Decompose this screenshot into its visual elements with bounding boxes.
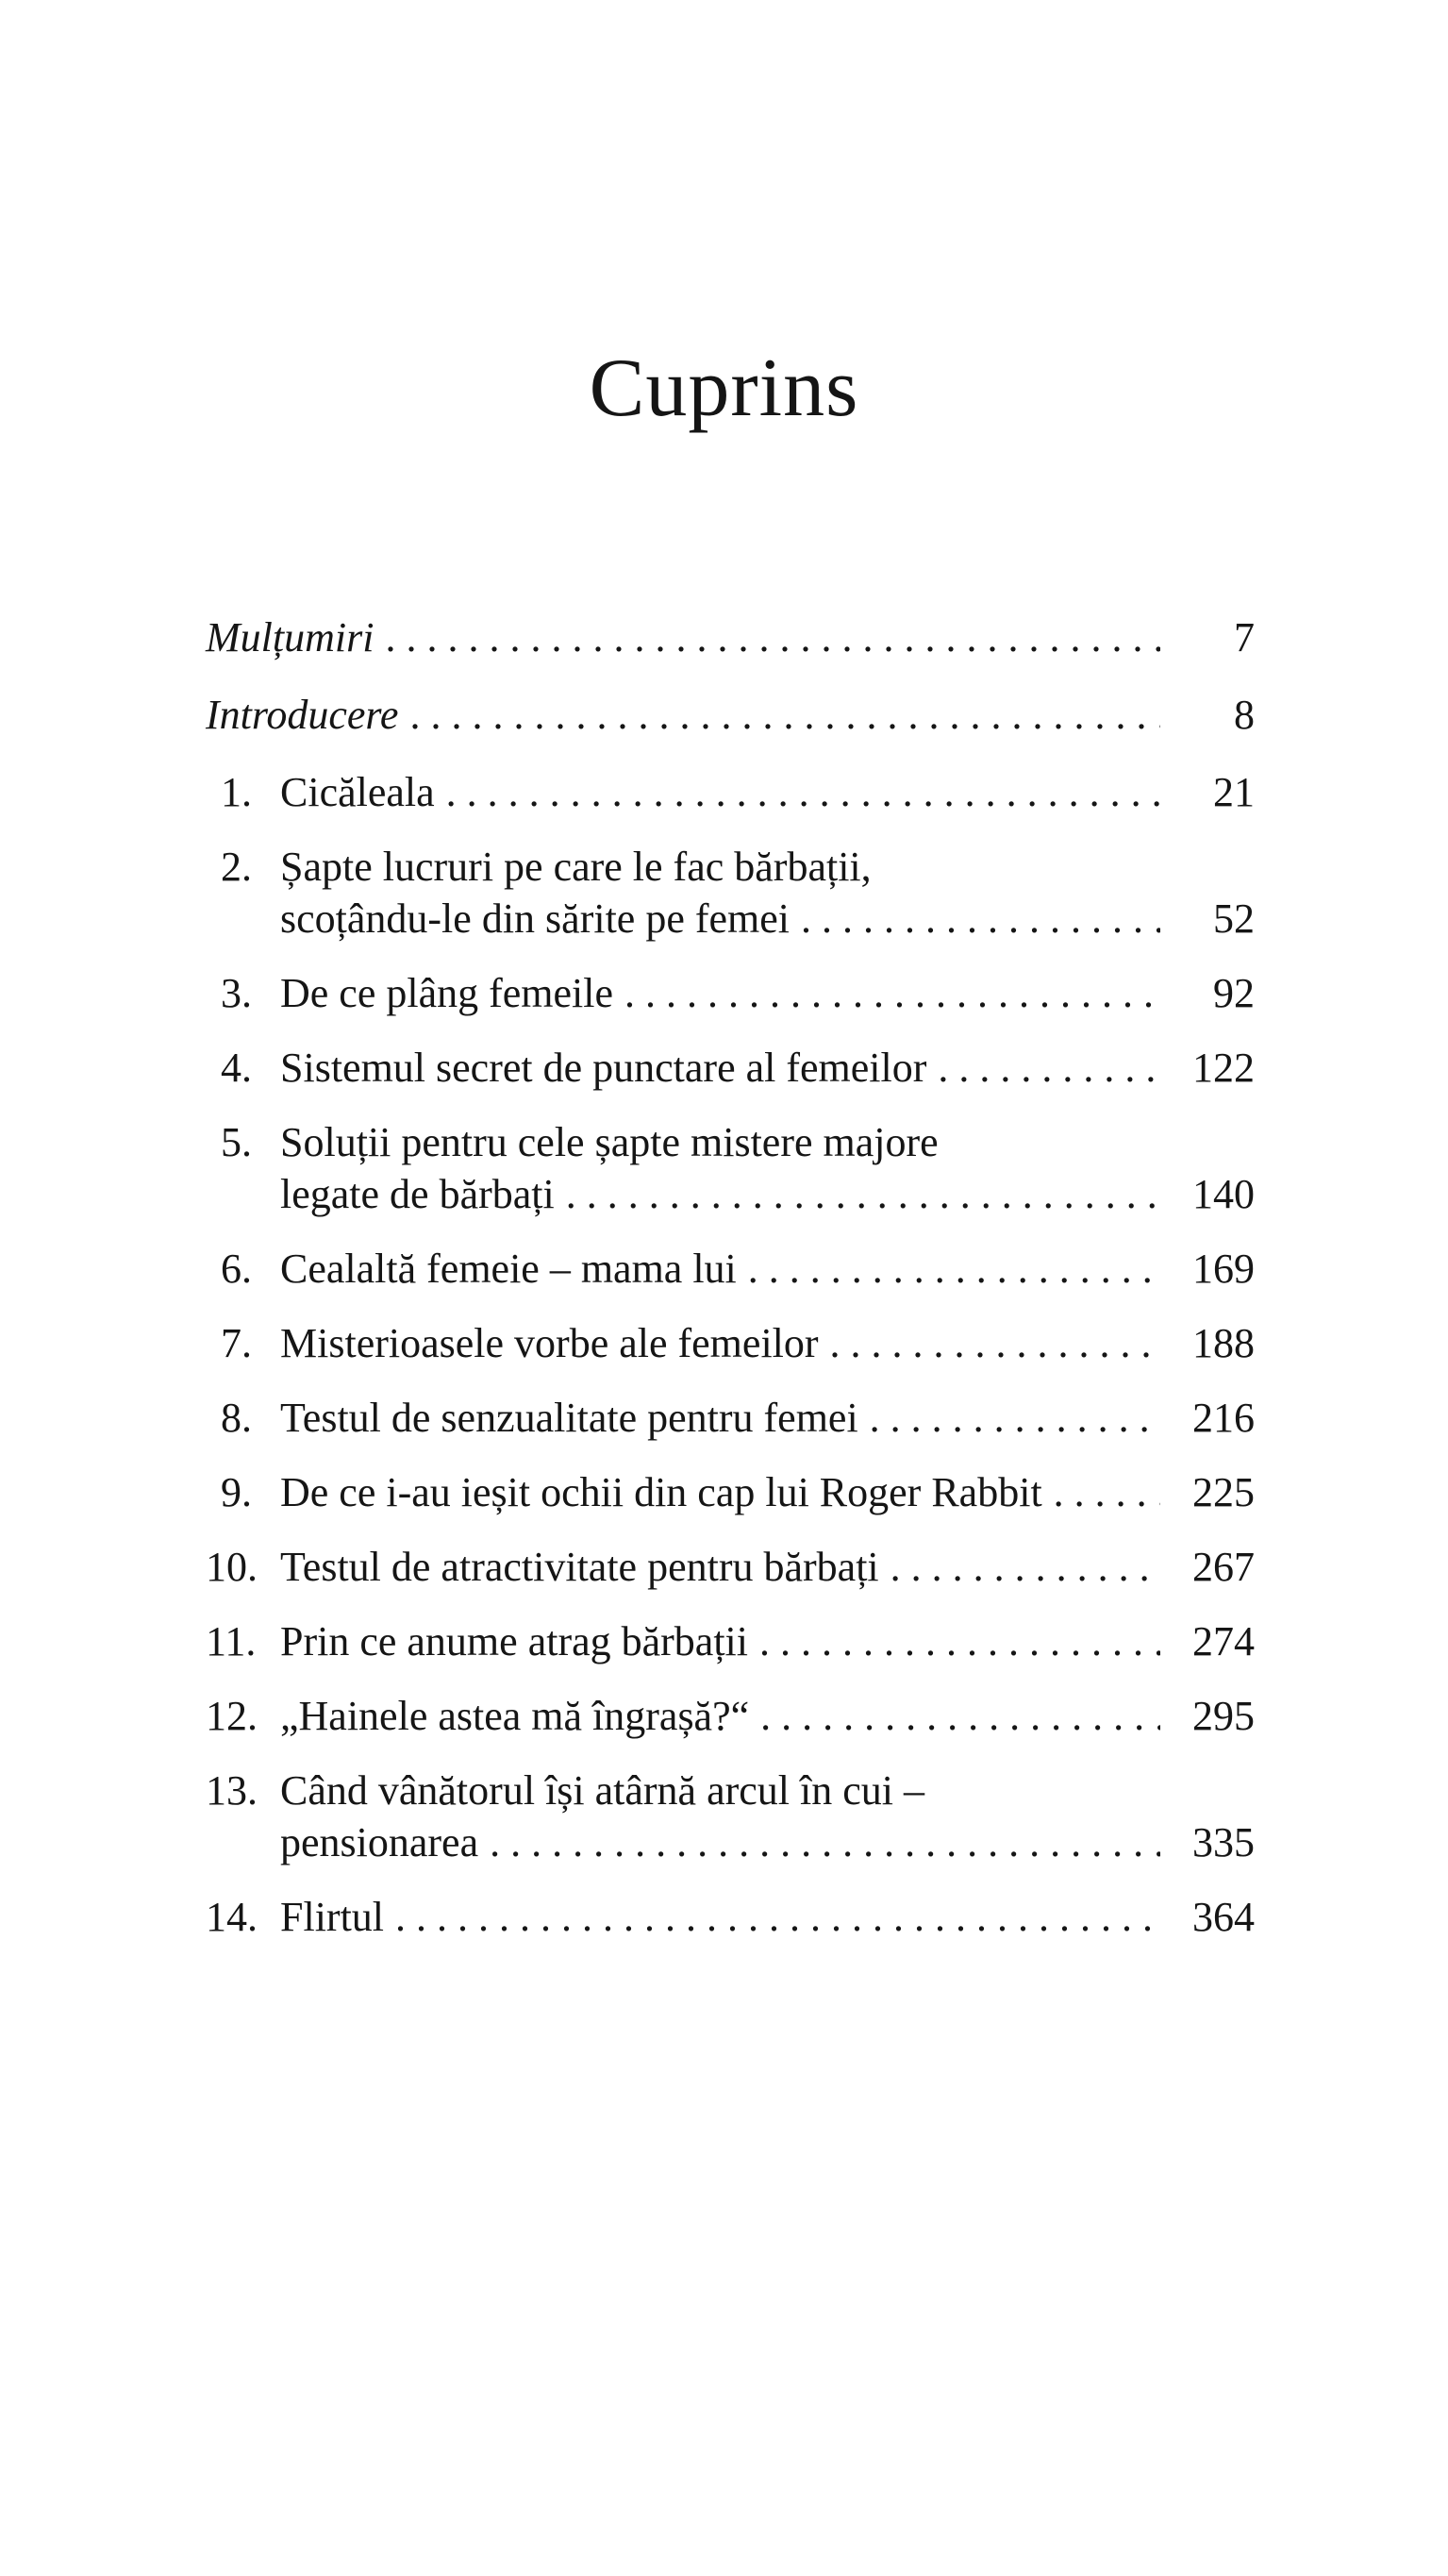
page-number: 7 [1234,614,1255,661]
page-number: 267 [1192,1544,1255,1590]
chapter-text: Flirtul [280,1894,385,1940]
chapter-number: 1. [221,769,252,815]
page-number: 364 [1192,1894,1255,1940]
front-matter-row [206,611,1255,663]
chapter-entry [206,1541,1255,1593]
page-number: 335 [1192,1819,1255,1865]
chapter-line [206,1466,1255,1518]
dot-leader [890,1541,1160,1593]
dot-leader [566,1168,1160,1220]
chapter-entry [206,1466,1255,1518]
chapter-line [206,1243,1255,1295]
chapter-entry [206,1690,1255,1742]
chapter-text: Prin ce anume atrag bărbații [280,1618,749,1664]
chapter-number: 14. [206,1894,258,1940]
chapter-entry [206,766,1255,818]
page-number: 295 [1192,1693,1255,1739]
page-number: 52 [1213,895,1255,942]
page-number: 92 [1213,970,1255,1016]
dot-leader [395,1891,1160,1943]
chapter-text: pensionarea [280,1819,479,1865]
chapter-number: 3. [221,970,252,1016]
page-number: 225 [1192,1469,1255,1515]
chapter-line [206,967,1255,1019]
chapter-entry [206,1317,1255,1369]
chapter-entry [206,967,1255,1019]
chapter-line [206,1317,1255,1369]
page-number: 8 [1234,692,1255,738]
chapter-text: legate de bărbați [280,1171,555,1217]
chapter-entry [206,1891,1255,1943]
page-number: 274 [1192,1618,1255,1664]
page-number: 169 [1192,1246,1255,1292]
front-matter-row [206,689,1255,741]
chapter-text: Misterioasele vorbe ale femeilor [280,1320,819,1366]
dot-leader [409,689,1160,741]
chapter-line [206,893,1255,945]
chapter-entry [206,1116,1255,1220]
chapter-text: scoțându-le din sărite pe femei [280,895,791,942]
dot-leader [385,611,1160,663]
chapter-line [206,841,1255,893]
chapter-line [206,1042,1255,1094]
chapter-text: „Hainele astea mă îngrașă?“ [280,1693,750,1739]
chapter-line [206,1116,1255,1168]
chapter-line [206,1541,1255,1593]
chapter-number: 9. [221,1469,252,1515]
page-number: 188 [1192,1320,1255,1366]
chapter-number: 8. [221,1395,252,1441]
dot-leader [938,1042,1160,1094]
book-page [0,343,1448,2576]
dot-leader [490,1816,1160,1868]
dot-leader [759,1615,1160,1667]
dot-leader [624,967,1160,1019]
toc-title: Cuprins [589,343,859,434]
chapter-line [206,1690,1255,1742]
chapter-line [206,766,1255,818]
chapter-line [206,1891,1255,1943]
dot-leader [870,1392,1160,1444]
chapter-text: Când vânătorul își atârnă arcul în cui – [280,1767,924,1814]
chapter-line [206,1168,1255,1220]
chapter-text: Sistemul secret de punctare al femeilor [280,1045,927,1091]
chapter-number: 6. [221,1246,252,1292]
chapter-number: 11. [206,1618,257,1664]
chapter-number: 2. [221,844,252,890]
chapter-text: Soluții pentru cele șapte mistere majore [280,1119,939,1165]
chapter-number: 4. [221,1045,252,1091]
page-number: 216 [1192,1395,1255,1441]
chapter-text: Testul de senzualitate pentru femei [280,1395,858,1441]
chapter-line [206,1816,1255,1868]
chapter-line [206,1615,1255,1667]
chapter-line [206,1392,1255,1444]
dot-leader [748,1243,1160,1295]
chapter-entry [206,1765,1255,1868]
front-matter-label: Introducere [206,692,399,738]
dot-leader [801,893,1160,945]
chapter-text: Cealaltă femeie – mama lui [280,1246,737,1292]
chapter-text: Testul de atractivitate pentru bărbați [280,1544,879,1590]
chapter-text: Cicăleala [280,769,435,815]
front-matter-label: Mulțumiri [206,614,374,661]
chapter-number: 7. [221,1320,252,1366]
chapter-line [206,1765,1255,1816]
chapter-entry [206,1042,1255,1094]
chapter-text: Șapte lucruri pe care le fac bărbații, [280,844,872,890]
chapter-number: 10. [206,1544,258,1590]
page-number: 140 [1192,1171,1255,1217]
chapter-entry [206,1392,1255,1444]
chapter-text: De ce plâng femeile [280,970,614,1016]
dot-leader [830,1317,1160,1369]
chapter-entry [206,1243,1255,1295]
chapter-number: 12. [206,1693,258,1739]
chapter-entry [206,841,1255,945]
page-number: 21 [1213,769,1255,815]
chapter-entry [206,1615,1255,1667]
dot-leader [760,1690,1160,1742]
toc-list [206,611,1255,1943]
chapter-text: De ce i-au ieșit ochii din cap lui Roger Rabbit [280,1469,1042,1515]
chapter-number: 13. [206,1767,258,1814]
dot-leader [1054,1466,1160,1518]
chapter-number: 5. [221,1119,252,1165]
dot-leader [446,766,1160,818]
page-number: 122 [1192,1045,1255,1091]
